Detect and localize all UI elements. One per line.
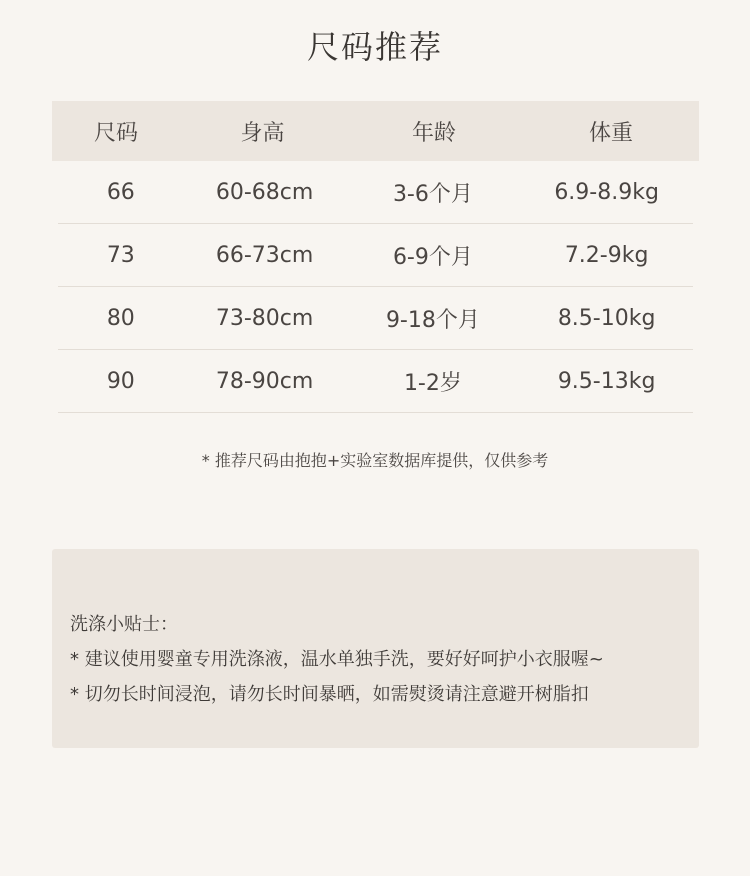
- column-header-weight: 体重: [588, 120, 633, 146]
- height-cell: 73-80cm: [215, 305, 314, 331]
- weight-cell: 8.5-10kg: [557, 305, 656, 331]
- size-cell: 80: [106, 305, 135, 331]
- table-row: [58, 287, 693, 350]
- table-row: [58, 350, 693, 413]
- table-body: [58, 161, 693, 413]
- table-row: [58, 161, 693, 224]
- column-header-height: 身高: [240, 120, 285, 146]
- column-header-size: 尺码: [93, 120, 138, 146]
- height-cell: 66-73cm: [215, 242, 314, 268]
- size-cell: 73: [106, 242, 135, 268]
- weight-cell: 6.9-8.9kg: [554, 179, 659, 205]
- column-header-age: 年龄: [411, 120, 456, 146]
- age-cell: 6-9个月: [392, 244, 473, 270]
- height-cell: 60-68cm: [215, 179, 314, 205]
- age-cell: 9-18个月: [385, 307, 480, 333]
- weight-cell: 7.2-9kg: [564, 242, 649, 268]
- size-cell: 90: [106, 368, 135, 394]
- age-cell: 1-2岁: [403, 370, 462, 396]
- tips-line: * 建议使用婴童专用洗涤液，温水单独手洗，要好好呵护小衣服喔~: [70, 649, 604, 670]
- page-title: 尺码推荐: [306, 28, 443, 66]
- size-cell: 66: [106, 179, 135, 205]
- age-cell: 3-6个月: [392, 181, 473, 207]
- size-table: [52, 101, 699, 413]
- table-header-row: [52, 101, 699, 161]
- washing-tips-box: [52, 549, 699, 748]
- size-note: * 推荐尺码由抱抱+实验室数据库提供，仅供参考: [201, 451, 549, 470]
- height-cell: 78-90cm: [215, 368, 314, 394]
- tips-line: * 切勿长时间浸泡，请勿长时间暴晒，如需熨烫请注意避开树脂扣: [70, 684, 589, 705]
- weight-cell: 9.5-13kg: [557, 368, 656, 394]
- table-row: [58, 224, 693, 287]
- tips-heading: 洗涤小贴士：: [70, 614, 178, 635]
